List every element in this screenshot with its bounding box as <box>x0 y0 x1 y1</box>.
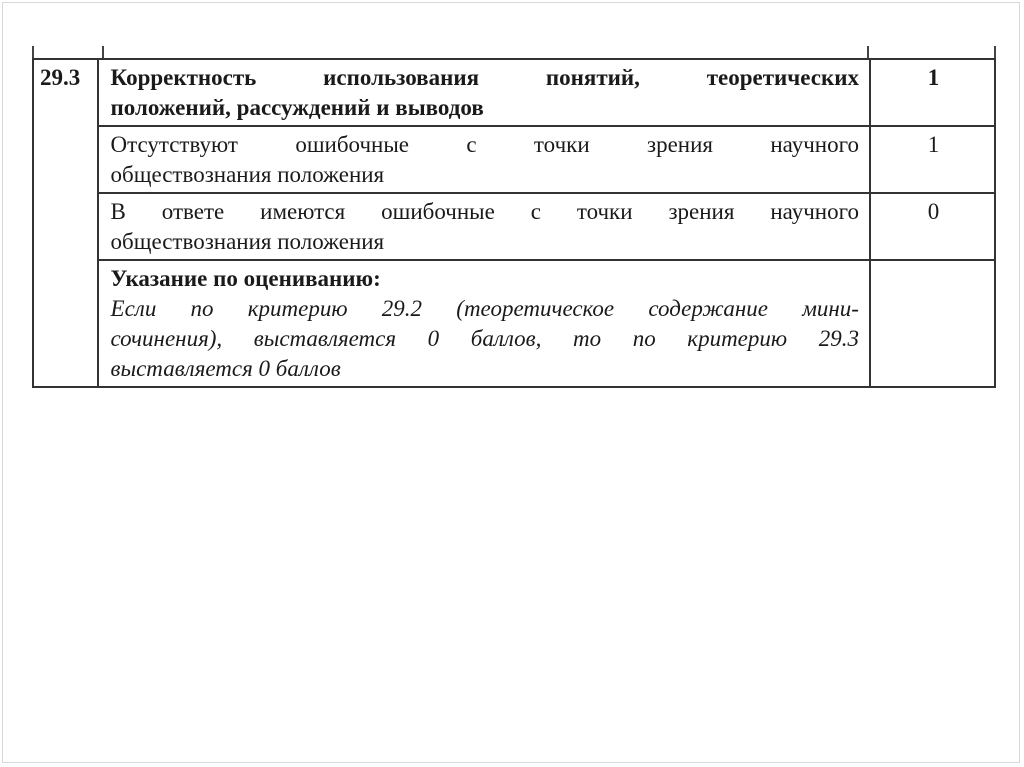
empty-score-cell <box>870 260 995 387</box>
table-top-stub <box>102 46 104 58</box>
score-condition <box>98 193 870 260</box>
score-condition-line: Отсутствуют ошибочные с точки зрения научного <box>110 132 859 157</box>
score-condition-line: обществознания положения <box>110 162 385 187</box>
criterion-max-score: 1 <box>870 59 995 126</box>
score-condition-line: обществознания положения <box>110 229 385 254</box>
table-top-stub <box>32 46 34 58</box>
score-condition <box>98 126 870 193</box>
score-value: 0 <box>870 193 995 260</box>
table-row <box>33 126 995 193</box>
grading-note-heading: Указание по оцениванию: <box>110 266 381 291</box>
criterion-title-line: положений, рассуждений и выводов <box>110 95 484 120</box>
criterion-header-row <box>33 59 995 126</box>
grading-note-line: Если по критерию 29.2 (теоретическое содержание мини- <box>110 296 859 321</box>
table-row <box>33 193 995 260</box>
table-top-stub <box>867 46 869 58</box>
score-condition-line: В ответе имеются ошибочные с точки зрения научного <box>110 199 859 224</box>
criteria-table <box>32 58 996 388</box>
grading-note <box>98 260 870 387</box>
grading-note-line: сочинения), выставляется 0 баллов, то по критерию 29.3 <box>110 326 859 351</box>
score-value: 1 <box>870 126 995 193</box>
criterion-title-line: Корректность использования понятий, теоретических <box>110 65 859 90</box>
criterion-number: 29.3 <box>33 59 98 387</box>
grading-note-line: выставляется 0 баллов <box>110 356 341 381</box>
note-row <box>33 260 995 387</box>
table-top-stub <box>994 46 996 58</box>
criterion-title <box>98 59 870 126</box>
